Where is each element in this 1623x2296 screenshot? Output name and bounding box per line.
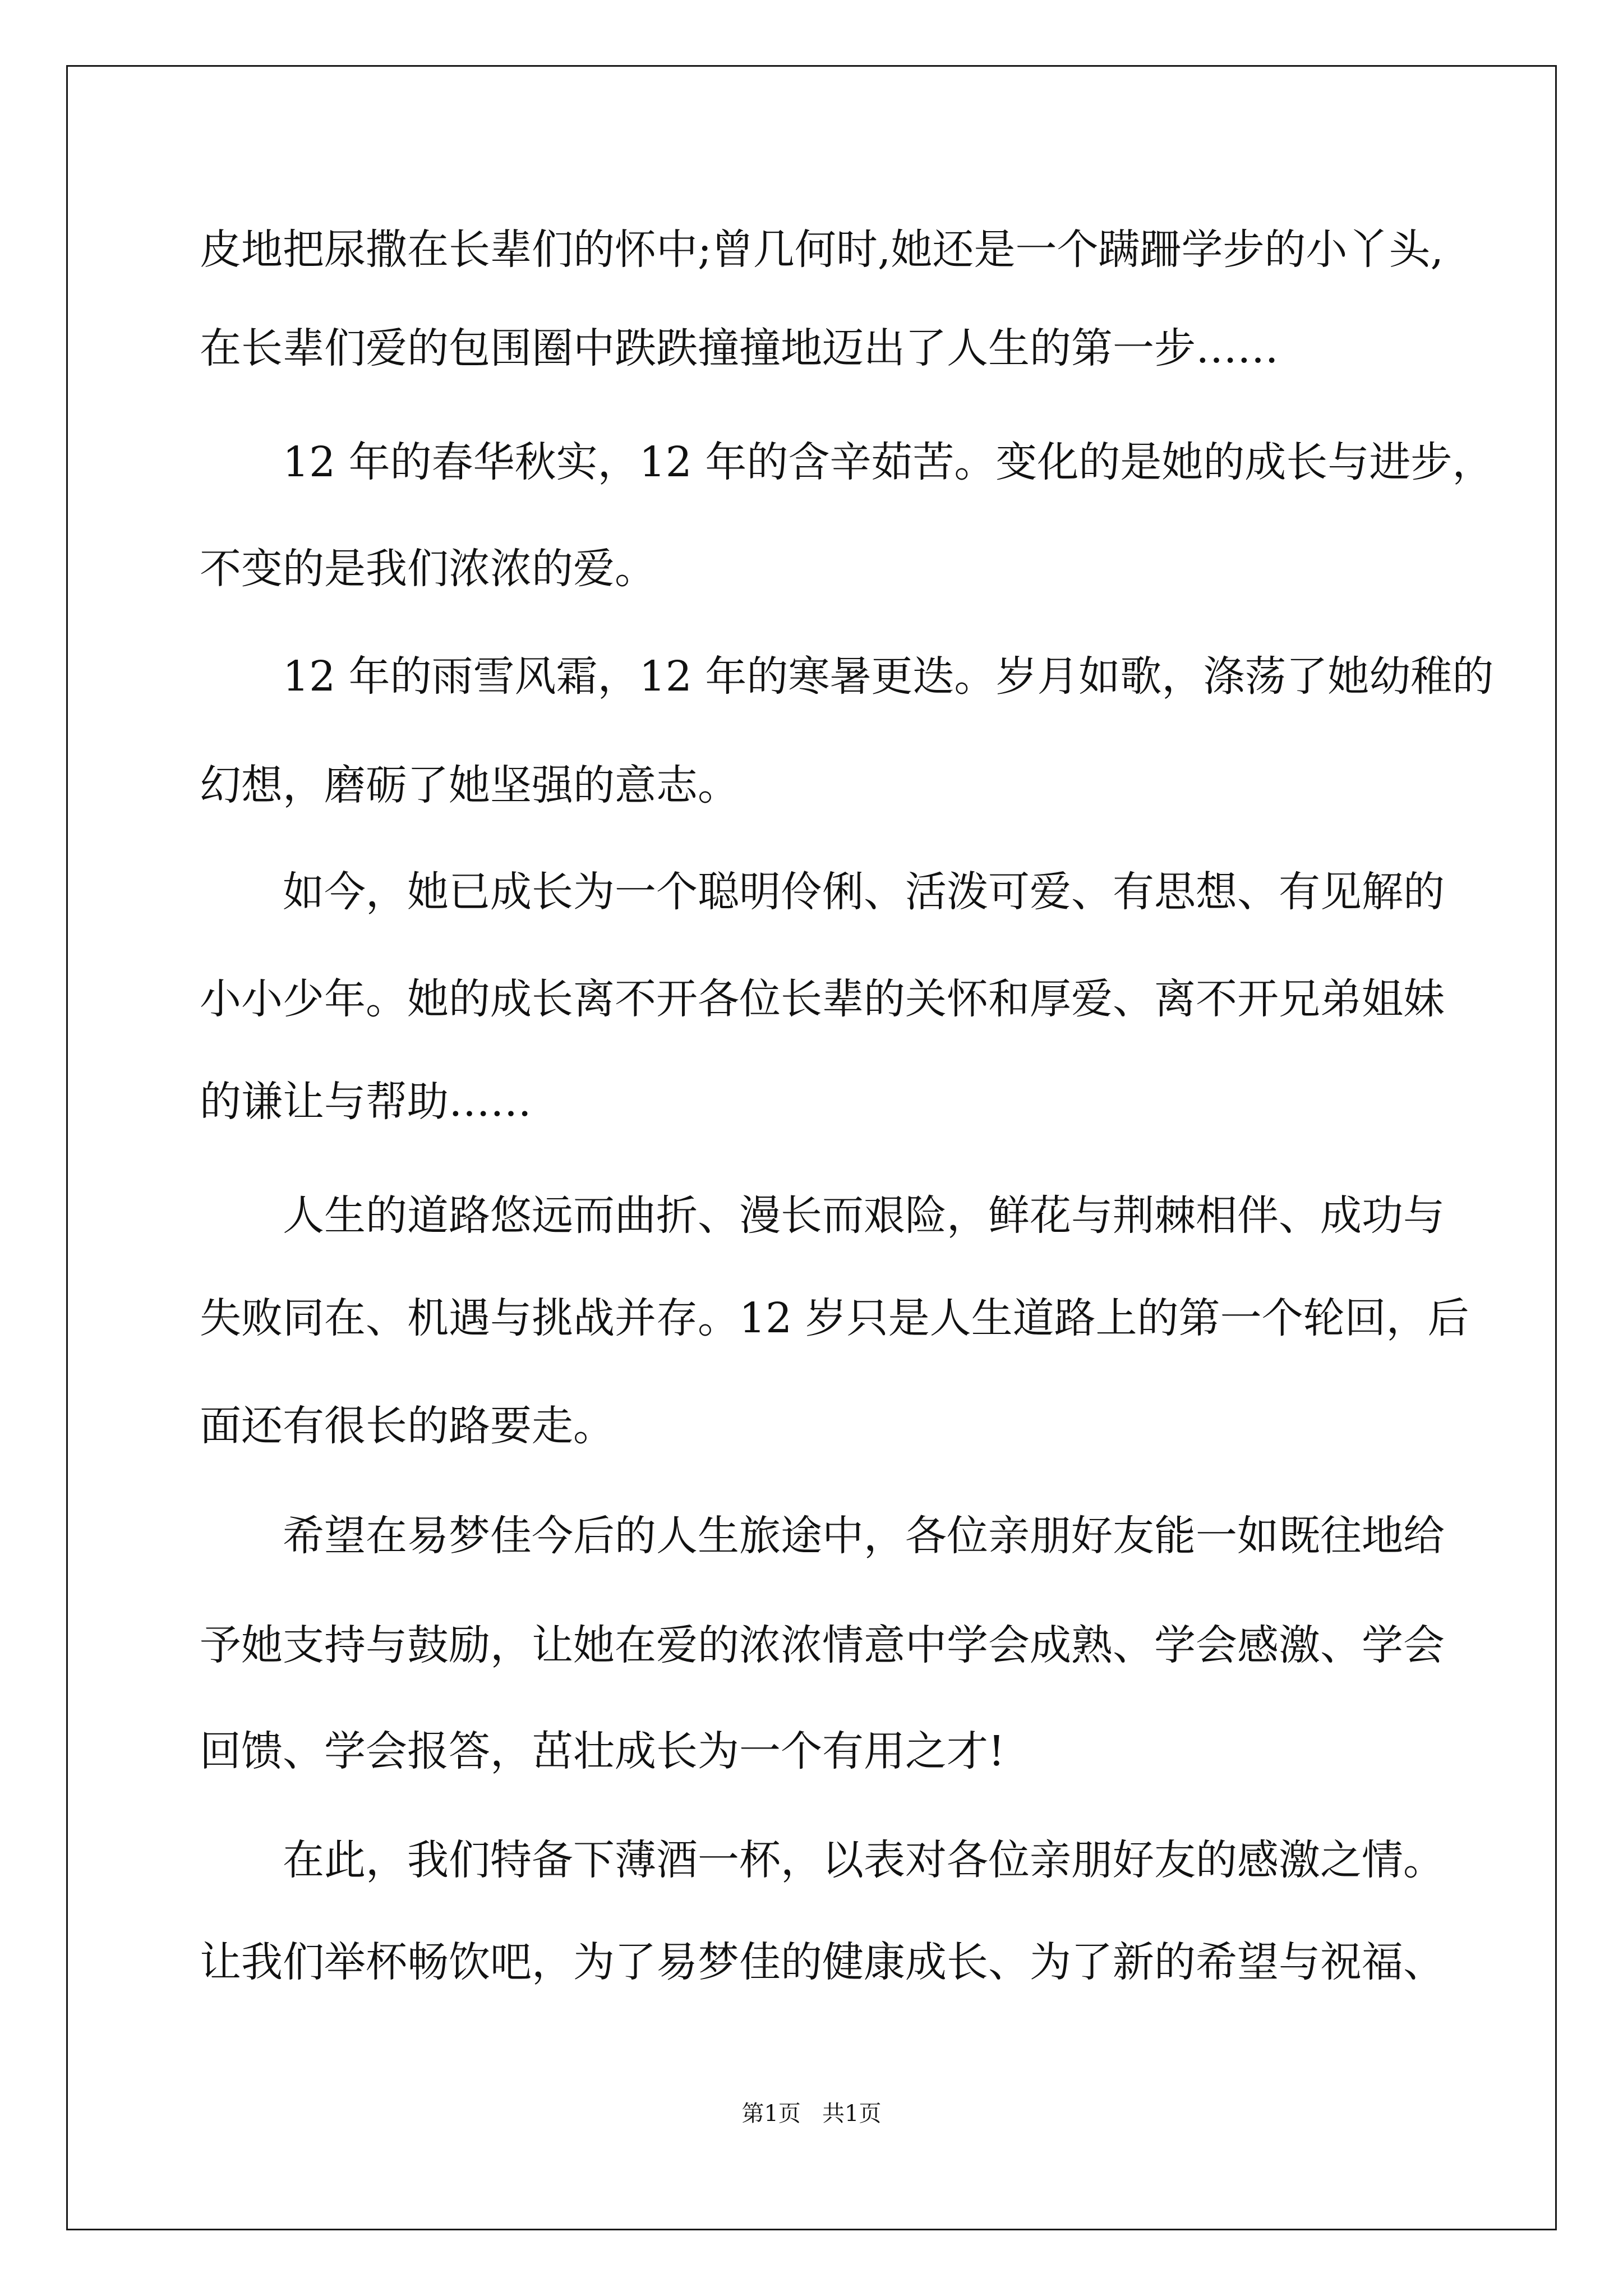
text-line: 小小少年。她的成长离不开各位长辈的关怀和厚爱、离不开兄弟姐妹: [200, 975, 1445, 1023]
text-line: 在长辈们爱的包围圈中跌跌撞撞地迈出了人生的第一步……: [200, 324, 1279, 372]
paragraph-start: 在此，我们特备下薄酒一杯，以表对各位亲朋好友的感激之情。: [283, 1836, 1445, 1884]
page-border: [66, 65, 1557, 2230]
text-line: 回馈、学会报答，茁壮成长为一个有用之才!: [200, 1727, 1005, 1775]
page-number-footer: 第1页 共1页: [741, 2101, 882, 2127]
text-line: 幻想，磨砺了她坚强的意志。: [200, 761, 739, 809]
paragraph-start: 希望在易梦佳今后的人生旅途中，各位亲朋好友能一如既往地给: [283, 1512, 1445, 1560]
paragraph-start: 12 年的春华秋实，12 年的含辛茹苦。变化的是她的成长与进步，: [283, 438, 1494, 486]
paragraph-start: 12 年的雨雪风霜，12 年的寒暑更迭。岁月如歌，涤荡了她幼稚的: [283, 652, 1494, 701]
text-line: 予她支持与鼓励，让她在爱的浓浓情意中学会成熟、学会感激、学会: [200, 1621, 1445, 1669]
text-line: 让我们举杯畅饮吧，为了易梦佳的健康成长、为了新的希望与祝福、: [200, 1938, 1445, 1986]
text-line: 皮地把尿撒在长辈们的怀中;曾几何时,她还是一个蹒跚学步的小丫头,: [200, 226, 1444, 274]
text-line: 失败同在、机遇与挑战并存。12 岁只是人生道路上的第一个轮回，后: [200, 1294, 1469, 1342]
text-line: 的谦让与帮助……: [200, 1078, 532, 1126]
paragraph-start: 如今，她已成长为一个聪明伶俐、活泼可爱、有思想、有见解的: [283, 868, 1445, 916]
text-line: 面还有很长的路要走。: [200, 1402, 615, 1450]
paragraph-start: 人生的道路悠远而曲折、漫长而艰险，鲜花与荆棘相伴、成功与: [283, 1191, 1445, 1240]
text-line: 不变的是我们浓浓的爱。: [200, 545, 656, 593]
